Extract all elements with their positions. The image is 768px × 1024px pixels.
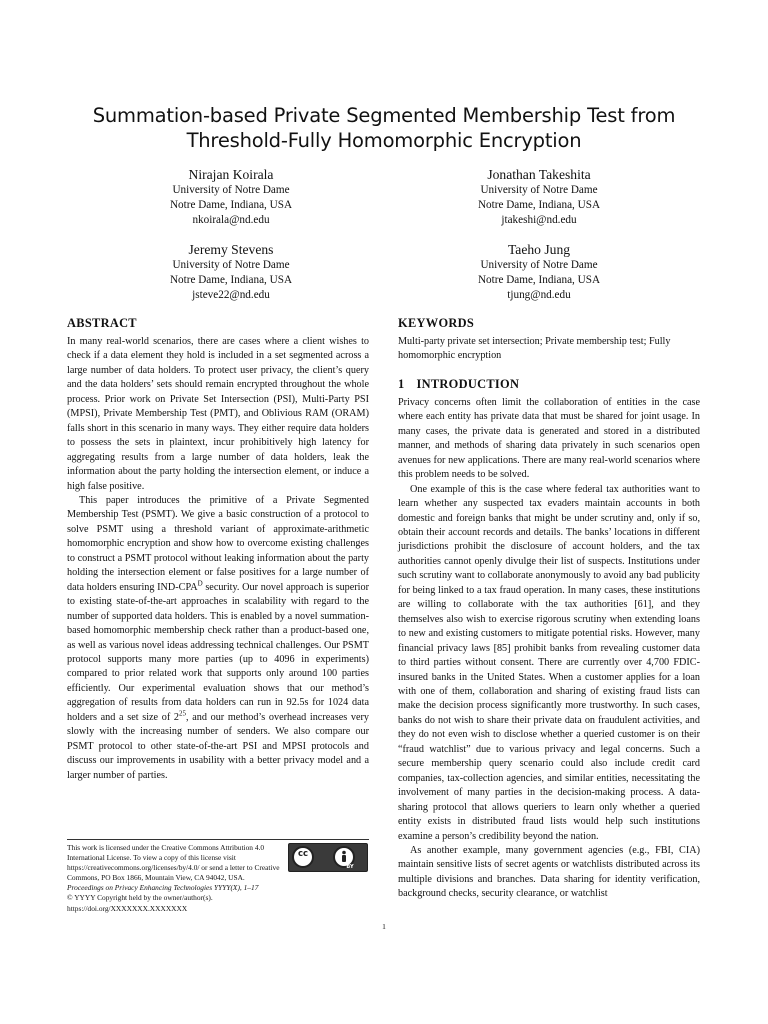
author-name: Taeho Jung	[507, 242, 571, 257]
keywords-text: Multi-party private set intersection; Private membership test; Fully homomorphic encryption	[398, 336, 671, 362]
footnote-divider	[67, 839, 369, 840]
author-name: Nirajan Koirala	[188, 167, 274, 182]
superscript: D	[197, 579, 203, 588]
keywords-heading: KEYWORDS	[398, 316, 475, 330]
author-affiliation: University of Notre Dame	[480, 259, 598, 271]
cc-label: cc	[297, 849, 309, 859]
author-location: Notre Dame, Indiana, USA	[169, 199, 293, 211]
author-location: Notre Dame, Indiana, USA	[477, 199, 601, 211]
abstract-heading: ABSTRACT	[67, 316, 137, 330]
abstract-paragraph-1: In many real-world scenarios, there are cases where a client wishes to check if a data element they hold is included in a set segmented across a large number of data holders. To protect user privacy, the client’s query and the data holders’ sets should remain encrypted throughout the whole process. Prior work on Private Set Intersection (PSI), Multi-Party PSI (MPSI), Private Membership Test (PMT), and Oblivious RAM (ORAM) falls short in this scenario in many ways. They either require data holders to possess the sets in plaintext, incur prohibitively high latency for aggregating results from a large number of data holders, leak the information about the party holding the intersection element, or induce a high false positive.	[67, 336, 369, 492]
abstract-text: , and our method’s overhead increases very slowly with the increasing number of senders. We also compare our PSMT protocol to other state-of-the-art PSI and MPSI protocols and discuss our improvements in usability with a better privacy model and a larger number of parties.	[67, 711, 369, 781]
author-email[interactable]: tjung@nd.edu	[507, 289, 571, 301]
author-email[interactable]: jsteve22@nd.edu	[192, 289, 270, 301]
author-email[interactable]: jtakeshi@nd.edu	[501, 214, 577, 226]
section-number: 1	[398, 376, 405, 391]
doi-link[interactable]: https://doi.org/XXXXXXX.XXXXXXX	[67, 903, 188, 913]
license-notice: This work is licensed under the Creative Commons Attribution 4.0 International License. To view a copy of this license visit https://creativecommons.org/licenses/by/4.0/ or send a letter to Creative Commons, PO Box 1866, Mountain View, CA 94042, USA.	[67, 843, 280, 883]
by-label: BY	[346, 864, 354, 870]
cc-by-license-badge[interactable]	[288, 843, 368, 872]
abstract-paragraph-2	[67, 494, 369, 783]
author-email[interactable]: nkoirala@nd.edu	[192, 214, 270, 226]
paper-title-line-2: Threshold-Fully Homomorphic Encryption	[186, 129, 582, 152]
author-block-2	[409, 166, 669, 228]
paper-title	[40, 103, 728, 153]
intro-paragraph-3: As another example, many government agencies (e.g., FBI, CIA) maintain sensitive lists of secret agents or watchlists distributed across its multiple divisions and branches. Data sharing for identity verification, background checks, security clearance, or watchlist	[398, 844, 700, 900]
author-location: Notre Dame, Indiana, USA	[477, 274, 601, 286]
author-block-3	[101, 241, 361, 303]
intro-paragraph-1: Privacy concerns often limit the collaboration of entities in the case where each entity has private data that must be shared for joint usage. In many cases, the private data is generated and stored in a distributed manner, and methods of sharing data privately in such scenarios open avenues for new applications. There are many real-world scenarios where this problem needs to be solved.	[398, 396, 700, 481]
superscript: 25	[179, 709, 186, 718]
introduction-heading	[398, 376, 700, 392]
proceedings-line	[67, 883, 369, 893]
abstract-text: This paper introduces the primitive of a Private Segmented Membership Test (PSMT). We give a basic construction of a protocol to solve PSMT using a threshold variant of approximate-arithmetic homomorphic encryption and show how to overcome existing challenges to construct a PSMT protocol without leaking information about the party holding the intersection element or false positives for a large number of data holders ensuring IND-CPA	[67, 494, 369, 593]
abstract-text: security. Our novel approach is superior to existing state-of-the-art approaches in scalability with regard to the number of supported data holders. This is enabled by a novel summation-based homomorphic membership check rather than a product-based one, as well as various novel ideas addressing technical challenges. Our PSMT protocol supports many more parties (up to 4096 in experiments) compared to prior related work that supports only around 100 parties efficiently. Our experimental evaluation shows that our method’s aggregation of results from data holders can run in 92.5s for 1024 data holders and a set size of 2	[67, 581, 369, 723]
author-location: Notre Dame, Indiana, USA	[169, 274, 293, 286]
page-number: 1	[382, 922, 386, 931]
right-column	[398, 315, 700, 902]
intro-paragraph-2: One example of this is the case where federal tax authorities want to learn whether any suspected tax evaders maintain accounts in both domestic and foreign banks that might be under scrutiny and, only if so, obtain their account records and details. The banks’ locations in different jurisdictions prohibit the disclosure of account holders, and the tax authorities cannot openly divulge their list of suspects. Institutions under such scrutiny want to collaborate anonymously to avoid any bad publicity for being linked to a tax fraud operation. In many cases, these institutions are willing to collaborate with the tax authorities [61], and they themselves also wish to exercise rigorous scrutiny when extending loans to new and existing customers to mitigate potential risks. However, many financial privacy laws [85] prohibit banks from revealing customer data to third parties without consent. There are currently over 4,700 FDIC-insured banks in the United States. When a customer applies for a loan with one of them, collaboration and sharing of existing fraud lists can make the decision process significantly more trustworthy. In such cases, banks do not wish to share their private data on fraudulent activities, and they do not even wish to disclose whether a queried customer is on their “fraud watchlist” due to various privacy and legal concerns. Such a secure membership query scenario could also include credit card companies, tax-collection agencies, and similar entities, necessitating the involvement of many parties in the decision-making process. A data-sharing protocol that allows queriers to learn only whether a queried entity exists in distributed fraud lists would help such institutions examine a person’s credibility beyond the nation.	[398, 483, 700, 842]
author-name: Jeremy Stevens	[188, 242, 274, 257]
left-column	[67, 315, 369, 783]
author-block-1	[101, 166, 361, 228]
author-affiliation: University of Notre Dame	[172, 184, 290, 196]
copyright-line: © YYYY Copyright held by the owner/author(s).	[67, 893, 213, 903]
section-title: INTRODUCTION	[416, 376, 520, 391]
author-block-4	[409, 241, 669, 303]
proceedings-text: Proceedings on Privacy Enhancing Technologies YYYY(X), 1–17	[67, 883, 259, 893]
paper-title-line-1: Summation-based Private Segmented Membership Test from	[92, 104, 676, 127]
author-name: Jonathan Takeshita	[487, 167, 591, 182]
author-affiliation: University of Notre Dame	[480, 184, 598, 196]
author-affiliation: University of Notre Dame	[172, 259, 290, 271]
